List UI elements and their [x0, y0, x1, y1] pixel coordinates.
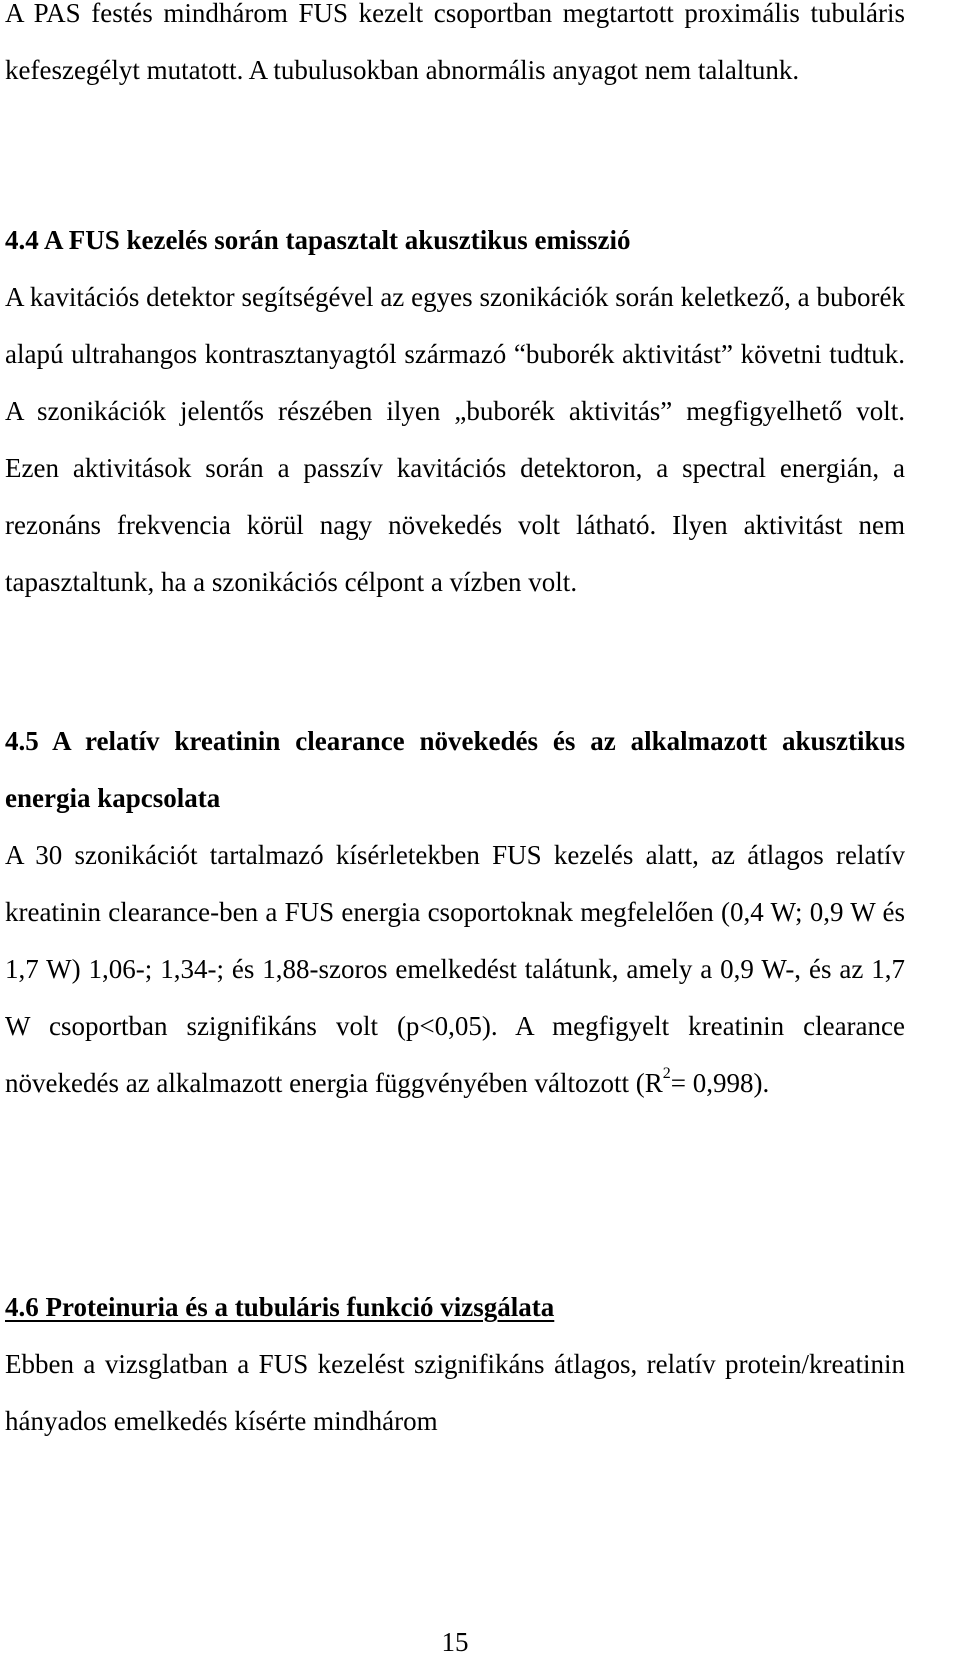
section-heading-4-6-text: 4.6 Proteinuria és a tubuláris funkció vizsgálata: [5, 1292, 555, 1322]
section-body-4-5-tail: = 0,998).: [670, 1068, 770, 1098]
section-body-4-4: A kavitációs detektor segítségével az egyes szonikációk során keletkező, a buborék alapú ultrahangos kontrasztanyagtól származó “buborék aktivitást” követni tudtuk. A szonikációk jelentős részében ilyen „buborék aktivitás” megfigyelhető volt. Ezen aktivitások során a passzív kavitációs detektoron, a spectral energián, a rezonáns frekvencia körül nagy növekedés volt látható. Ilyen aktivitást nem tapasztaltunk, ha a szonikációs célpont a vízben volt.: [5, 282, 905, 597]
section-heading-4-5: 4.5 A relatív kreatinin clearance növekedés és az alkalmazott akusztikus energia kapcsolata: [5, 726, 905, 813]
r-squared-superscript: 2: [662, 1065, 671, 1082]
paragraph-pas-staining: A PAS festés mindhárom FUS kezelt csoportban megtartott proximális tubuláris kefeszegélyt mutatott. A tubulusokban abnormális anyagot nem talaltunk.: [5, 0, 905, 85]
page-number: 15: [441, 1627, 469, 1657]
section-heading-4-4: 4.4 A FUS kezelés során tapasztalt akusztikus emisszió: [5, 225, 631, 255]
section-body-4-5: [5, 827, 905, 1112]
section-heading-4-6: [5, 1279, 905, 1336]
section-body-4-5-main: A 30 szonikációt tartalmazó kísérletekben FUS kezelés alatt, az átlagos relatív kreatinin clearance-ben a FUS energia csoportoknak megfelelően (0,4 W; 0,9 W és 1,7 W) 1,06-; 1,34-; és 1,88-szoros emelkedést talátunk, amely a 0,9 W-, és az 1,7 W csoportban szignifikáns volt (p<0,05). A megfigyelt kreatinin clearance növekedés az alkalmazott energia függvényében változott (R: [5, 840, 905, 1098]
section-body-4-6: Ebben a vizsglatban a FUS kezelést szignifikáns átlagos, relatív protein/kreatinin hányados emelkedés kísérte mindhárom: [5, 1349, 905, 1436]
